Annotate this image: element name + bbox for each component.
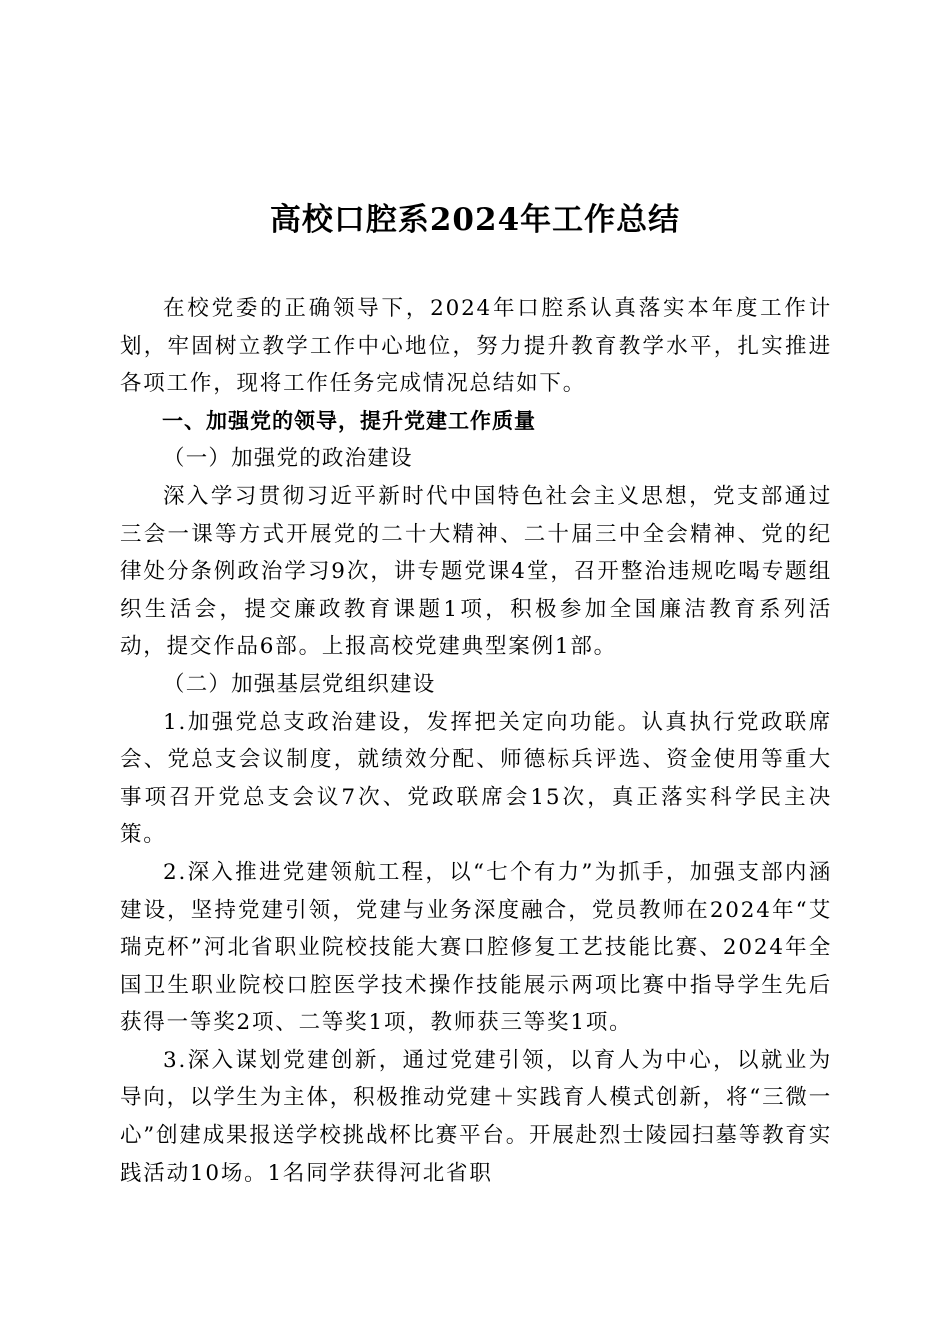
body-paragraph: 2.深入推进党建领航工程，以“七个有力”为抓手，加强支部内涵建设，坚持党建引领，党建与业务深度融合，党员教师在2024年“艾瑞克杯”河北省职业院校技能大赛口腔修复工艺技能比赛、2024年全国卫生职业院校口腔医学技术操作技能展示两项比赛中指导学生先后获得一等奖2项、二等奖1项，教师获三等奖1项。	[120, 859, 832, 1036]
body-paragraph: 深入学习贯彻习近平新时代中国特色社会主义思想，党支部通过三会一课等方式开展党的二十大精神、二十届三中全会精神、党的纪律处分条例政治学习9次，讲专题党课4堂，召开整治违规吃喝专题组织生活会，提交廉政教育课题1项，积极参加全国廉洁教育系列活动，提交作品6部。上报高校党建典型案例1部。	[120, 483, 832, 660]
section-heading-1: 一、加强党的领导，提升党建工作质量	[162, 408, 536, 433]
subsection-heading-2: （二）加强基层党组织建设	[163, 671, 436, 697]
document-title: 高校口腔系2024年工作总结	[269, 202, 681, 238]
body-paragraph: 3.深入谋划党建创新，通过党建引领，以育人为中心，以就业为导向，以学生为主体，积极推动党建＋实践育人模式创新，将“三微一心”创建成果报送学校挑战杯比赛平台。开展赴烈士陵园扫墓等教育实践活动10场。1名同学获得河北省职	[120, 1047, 832, 1186]
intro-paragraph: 在校党委的正确领导下，2024年口腔系认真落实本年度工作计划，牢固树立教学工作中心地位，努力提升教育教学水平，扎实推进各项工作，现将工作任务完成情况总结如下。	[120, 296, 832, 397]
body-paragraph: 1.加强党总支政治建设，发挥把关定向功能。认真执行党政联席会、党总支会议制度，就绩效分配、师德标兵评选、资金使用等重大事项召开党总支会议7次、党政联席会15次，真正落实科学民主决策。	[120, 709, 832, 848]
document-body	[120, 290, 832, 1192]
subsection-heading-1: （一）加强党的政治建设	[163, 446, 413, 472]
